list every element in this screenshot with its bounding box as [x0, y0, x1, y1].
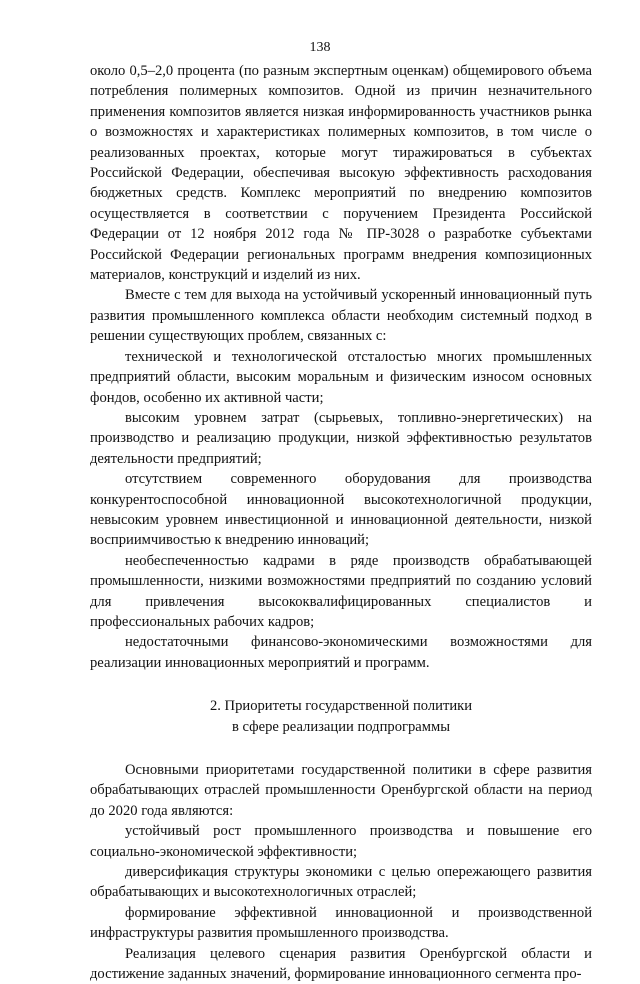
- section-heading: [90, 696, 592, 737]
- paragraph: необеспеченностью кадрами в ряде производств обрабатывающей промышленности, низкими возможностями предприятий по созданию условий для привлечения высококвалифицированных специалистов и профессиональных рабочих кадров;: [90, 552, 592, 630]
- paragraph: диверсификация структуры экономики с целью опережающего развития обрабатывающих и высокотехнологичных отраслей;: [90, 864, 592, 901]
- paragraph: технической и технологической отсталостью многих промышленных предприятий области, высоким моральным и физическим износом основных фондов, особенно их активной части;: [90, 348, 592, 406]
- paragraph: Вместе с тем для выхода на устойчивый ускоренный инновационный путь развития промышленного комплекса области необходим системный подход в решении существующих проблем, связанных с:: [90, 287, 592, 345]
- page-number: 138: [309, 40, 331, 55]
- section-heading-line-2: в сфере реализации подпрограммы: [231, 718, 451, 735]
- paragraphs-before-heading: [90, 61, 592, 673]
- paragraph: устойчивый рост промышленного производства и повышение его социально-экономической эффективности;: [90, 823, 592, 860]
- paragraph: недостаточными финансово-экономическими возможностями для реализации инновационных мероприятий и программ.: [90, 634, 592, 671]
- section-heading-line-1: 2. Приоритеты государственной политики: [209, 698, 473, 715]
- paragraph: отсутствием современного оборудования для производства конкурентоспособной инновационной высокотехнологичной продукции, невысоким уровнем инвестиционной и инновационной деятельности, низкой восприимчивостью к внедрению инноваций;: [90, 471, 592, 549]
- paragraph: около 0,5–2,0 процента (по разным экспертным оценкам) общемирового объема потребления полимерных композитов. Одной из причин незначительного применения композитов является низкая информированность участников рынка о возможностях и характеристиках полимерных композитов, в том числе о реализованных проектах, которые могут тиражироваться в субъектах Российской Федерации, обеспечивая высокую эффективность расходования бюджетных средств. Комплекс мероприятий по внедрению композитов осуществляется в соответствии с поручением Президента Российской Федерации от 12 ноября 2012 года № ПР-3028 о разработке субъектами Российской Федерации региональных программ внедрения композиционных материалов, конструкций и изделий из них.: [90, 63, 592, 284]
- paragraphs-after-heading: [90, 760, 592, 984]
- paragraph: Основными приоритетами государственной политики в сфере развития обрабатывающих отраслей промышленности Оренбургской области на период до 2020 года являются:: [90, 762, 592, 819]
- page-body: [90, 61, 592, 984]
- paragraph: формирование эффективной инновационной и производственной инфраструктуры развития промышленного производства.: [90, 904, 592, 942]
- paragraph: Реализация целевого сценария развития Оренбургской области и достижение заданных значений, формирование инновационного сегмента про-: [90, 945, 592, 983]
- paragraph: высоким уровнем затрат (сырьевых, топливно-энергетических) на производство и реализацию продукции, низкой эффективностью результатов деятельности предприятий;: [90, 409, 592, 467]
